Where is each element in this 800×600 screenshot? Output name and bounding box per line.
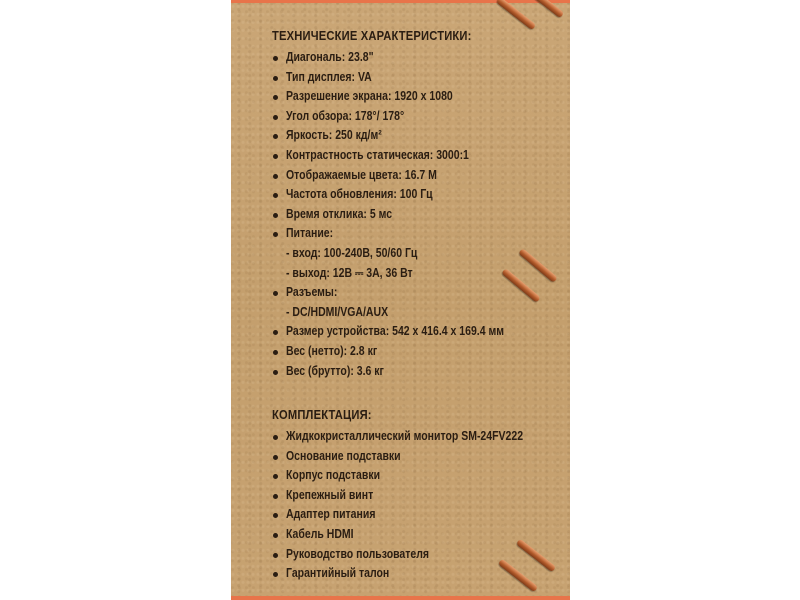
spec-item	[272, 283, 557, 303]
spec-item	[272, 87, 557, 107]
spec-item	[272, 126, 557, 146]
spec-item	[272, 362, 557, 382]
item-text: - DC/HDMI/VGA/AUX	[286, 304, 389, 319]
package-item	[272, 486, 557, 506]
package-list	[272, 427, 557, 584]
item-text: Время отклика: 5 мс	[286, 206, 393, 221]
spec-item	[272, 185, 557, 205]
item-text: Угол обзора: 178°/ 178°	[286, 108, 405, 123]
item-text: Гарантийный талон	[286, 566, 390, 581]
cardboard-box-panel	[231, 0, 570, 600]
item-text: Питание:	[286, 226, 334, 241]
item-text: Основание подставки	[286, 448, 401, 463]
item-text: Жидкокристаллический монитор SM-24FV222	[286, 429, 524, 444]
item-text: Разрешение экрана: 1920 x 1080	[286, 89, 453, 104]
item-text: Тип дисплея: VA	[286, 69, 372, 84]
item-text: Яркость: 250 кд/м²	[286, 128, 382, 143]
item-text: Частота обновления: 100 Гц	[286, 187, 433, 202]
spec-item	[272, 68, 557, 88]
spec-item	[272, 244, 557, 264]
orange-edge-strip-bottom	[231, 596, 570, 600]
spec-item	[272, 107, 557, 127]
section-gap	[272, 381, 557, 403]
package-item	[272, 447, 557, 467]
item-text: Отображаемые цвета: 16.7 M	[286, 167, 437, 182]
specs-list	[272, 48, 557, 381]
item-text: Диагональ: 23.8"	[286, 50, 374, 64]
item-text: Размер устройства: 542 x 416.4 x 169.4 мм	[286, 324, 504, 339]
orange-edge-strip-top	[231, 0, 570, 3]
package-item	[272, 466, 557, 486]
item-text: Кабель HDMI	[286, 527, 354, 542]
package-item	[272, 505, 557, 525]
spec-item	[272, 48, 557, 68]
spec-item	[272, 146, 557, 166]
item-text: Корпус подставки	[286, 468, 381, 483]
spec-item	[272, 322, 557, 342]
item-text: - вход: 100-240В, 50/60 Гц	[286, 245, 418, 260]
package-item	[272, 427, 557, 447]
item-text: Вес (нетто): 2.8 кг	[286, 343, 378, 358]
spec-item	[272, 224, 557, 244]
item-text: Крепежный винт	[286, 487, 374, 502]
spec-item	[272, 166, 557, 186]
item-text: Вес (брутто): 3.6 кг	[286, 363, 384, 378]
item-text: Контрастность статическая: 3000:1	[286, 147, 469, 162]
spec-item	[272, 205, 557, 225]
specs-heading: ТЕХНИЧЕСКИЕ ХАРАКТЕРИСТИКИ:	[272, 28, 472, 43]
package-heading: КОМПЛЕКТАЦИЯ:	[272, 407, 372, 423]
item-text: Адаптер питания	[286, 507, 376, 522]
spec-item	[272, 342, 557, 362]
item-text: - выход: 12В ⎓ 3А, 36 Вт	[286, 265, 413, 280]
package-item	[272, 545, 557, 565]
spec-item	[272, 303, 557, 323]
printed-text-block	[272, 24, 557, 584]
package-item	[272, 525, 557, 545]
item-text: Разъемы:	[286, 285, 338, 300]
item-text: Руководство пользователя	[286, 546, 430, 561]
